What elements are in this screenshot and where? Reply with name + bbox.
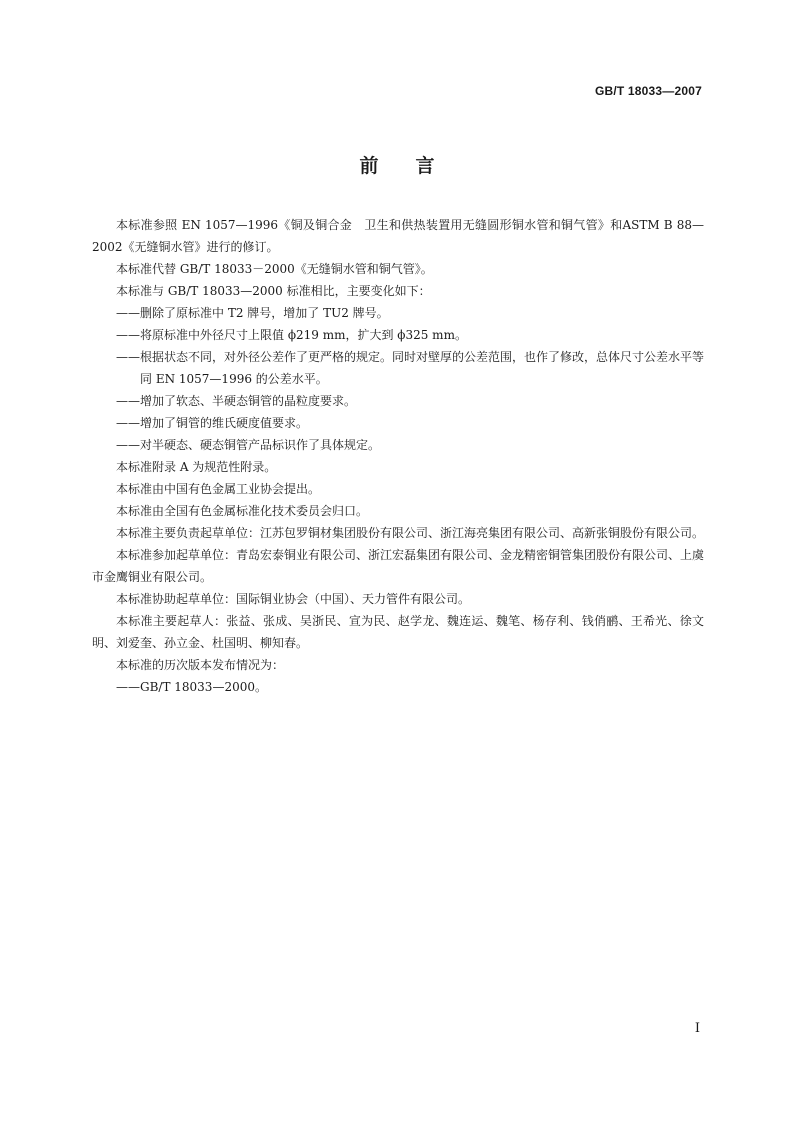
page-number: I <box>694 1021 700 1036</box>
change-list-item: ——增加了铜管的维氏硬度值要求。 <box>116 416 309 430</box>
change-list-item: ——增加了软态、半硬态铜管的晶粒度要求。 <box>116 394 357 408</box>
foreword-body <box>92 214 704 698</box>
change-list-item: ——对半硬态、硬态铜管产品标识作了具体规定。 <box>116 438 381 452</box>
paragraph: 本标准与 GB/T 18033—2000 标准相比，主要变化如下： <box>116 284 431 298</box>
standard-code: GB/T 18033—2007 <box>594 84 702 98</box>
page-title: 前言 <box>359 155 472 177</box>
paragraph: 本标准协助起草单位：国际铜业协会（中国）、天力管件有限公司。 <box>116 592 471 606</box>
change-list-item: ——删除了原标准中 T2 牌号，增加了 TU2 牌号。 <box>116 306 389 320</box>
edition-history-item: ——GB/T 18033—2000。 <box>116 680 267 694</box>
paragraph: 本标准主要起草人：张益、张成、吴浙民、宣为民、赵学龙、魏连运、魏笔、杨存利、钱俏鹂、王希光、徐文明、刘爱奎、孙立金、杜国明、柳知春。 <box>92 614 704 650</box>
paragraph: 本标准主要负责起草单位：江苏包罗铜材集团股份有限公司、浙江海亮集团有限公司、高新张铜股份有限公司。 <box>116 526 705 540</box>
paragraph: 本标准由中国有色金属工业协会提出。 <box>116 482 321 496</box>
paragraph: 本标准代替 GB/T 18033－2000《无缝铜水管和铜气管》。 <box>116 262 433 276</box>
paragraph: 本标准参照 EN 1057—1996《铜及铜合金 卫生和供热装置用无缝圆形铜水管和铜气管》和ASTM B 88—2002《无缝铜水管》进行的修订。 <box>92 218 704 254</box>
paragraph: 本标准由全国有色金属标准化技术委员会归口。 <box>116 504 369 518</box>
paragraph: 本标准的历次版本发布情况为： <box>116 658 285 672</box>
paragraph: 本标准参加起草单位：青岛宏泰铜业有限公司、浙江宏磊集团有限公司、金龙精密铜管集团股份有限公司、上虞市金鹰铜业有限公司。 <box>92 548 705 584</box>
change-list-item: ——将原标准中外径尺寸上限值 ϕ219 mm，扩大到 ϕ325 mm。 <box>116 328 467 342</box>
change-list-item: ——根据状态不同，对外径公差作了更严格的规定。同时对壁厚的公差范围，也作了修改，总体尺寸公差水平等同 EN 1057—1996 的公差水平。 <box>116 350 705 386</box>
paragraph: 本标准附录 A 为规范性附录。 <box>116 460 277 474</box>
